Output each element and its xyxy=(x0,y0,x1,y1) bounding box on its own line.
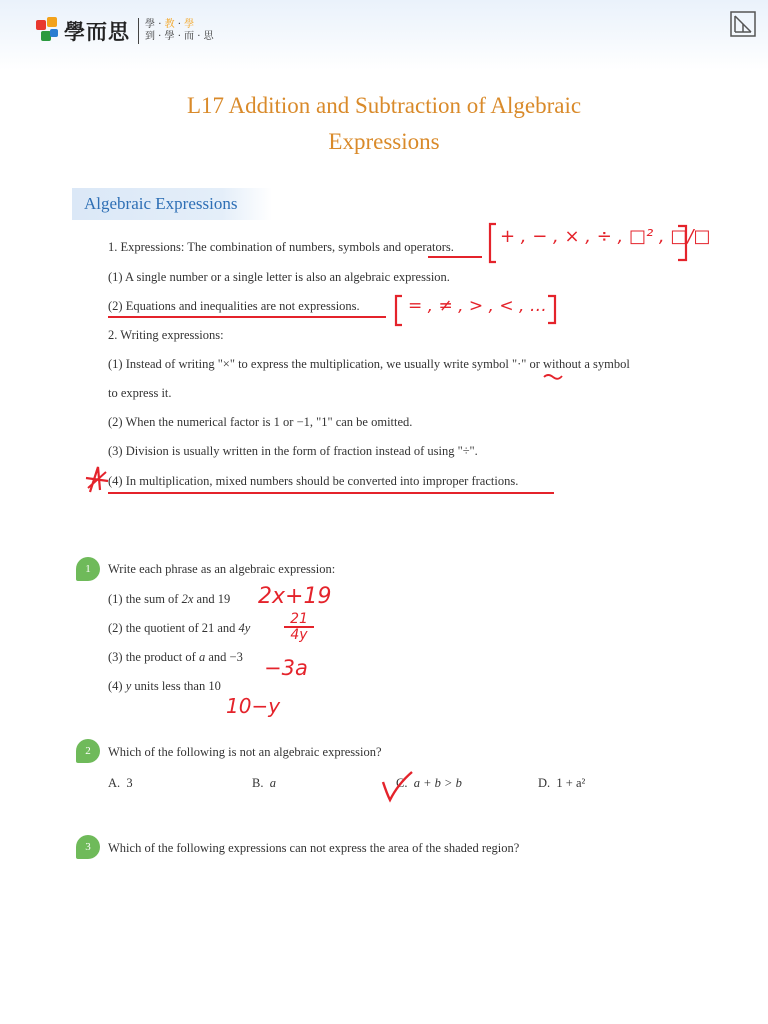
ink-not-expressions-note: = , ≠ , > , < , … xyxy=(408,296,547,316)
logo-mark-icon xyxy=(36,17,60,45)
ink-answer-3: −3a xyxy=(264,656,308,680)
ink-star-mark xyxy=(84,464,110,496)
note-writing-expressions: 2. Writing expressions: xyxy=(108,328,224,342)
brand-name: 學而思 xyxy=(64,20,130,44)
ink-underline-operators xyxy=(428,256,482,258)
question-1-part-3: (3) the product of a and −3 xyxy=(108,650,243,664)
note-multiplication-symbol: (1) Instead of writing "×" to express the multiplication, we usually write symbol "·" or without a symbol xyxy=(108,357,630,371)
question-1-part-4: (4) y units less than 10 xyxy=(108,679,221,693)
question-2-prompt: Which of the following is not an algebraic expression? xyxy=(108,745,382,759)
ink-underline-equations xyxy=(108,316,386,318)
ink-answer-1: 2x+19 xyxy=(258,584,332,609)
slogan-line-1: 學 · 教 · 學 xyxy=(145,19,195,30)
note-numerical-factor: (2) When the numerical factor is 1 or −1, "1" can be omitted. xyxy=(108,415,413,429)
question-2-badge: 2 xyxy=(76,739,100,763)
ink-checkmark xyxy=(380,770,414,804)
option-a[interactable]: A. 3 xyxy=(108,776,133,790)
section-heading: Algebraic Expressions xyxy=(72,188,272,220)
note-division-fraction: (3) Division is usually written in the form of fraction instead of using "÷". xyxy=(108,444,478,458)
question-1-prompt: Write each phrase as an algebraic expression: xyxy=(108,562,336,576)
ink-operators-note: + , − , × , ÷ , □² , □/□ xyxy=(500,226,711,247)
ink-tilde-mark xyxy=(543,372,563,380)
question-3-prompt: Which of the following expressions can not express the area of the shaded region? xyxy=(108,841,520,855)
option-d[interactable]: D. 1 + a² xyxy=(538,776,586,790)
slogan-line-2: 到 · 學 · 而 · 思 xyxy=(145,31,214,42)
operators-word: operators xyxy=(404,240,451,254)
brand-logo xyxy=(36,16,214,46)
option-c[interactable]: C. a + b > b xyxy=(396,776,462,790)
ink-underline-mixed-numbers xyxy=(108,492,554,494)
option-b[interactable]: B. a xyxy=(252,776,276,790)
logo-divider xyxy=(138,18,139,44)
ruler-triangle-icon xyxy=(730,11,756,37)
brand-slogan xyxy=(145,19,214,43)
ink-answer-2: 21 4y xyxy=(284,612,314,642)
note-mixed-numbers: (4) In multiplication, mixed numbers should be converted into improper fractions. xyxy=(108,474,519,488)
ink-answer-4: 10−y xyxy=(226,694,281,718)
question-1-badge: 1 xyxy=(76,557,100,581)
page-title: L17 Addition and Subtraction of Algebraic Expressions xyxy=(186,93,582,154)
note-equations: (2) Equations and inequalities are not expressions. xyxy=(108,299,360,313)
question-1-part-1: (1) the sum of 2x and 19 xyxy=(108,592,231,606)
note-single-number: (1) A single number or a single letter is also an algebraic expression. xyxy=(108,270,450,284)
note-expressions-definition: 1. Expressions: The combination of numbers, symbols and operators. xyxy=(108,240,454,254)
question-1-part-2: (2) the quotient of 21 and 4y xyxy=(108,621,251,635)
question-3-badge: 3 xyxy=(76,835,100,859)
note-multiplication-cont: to express it. xyxy=(108,386,172,400)
